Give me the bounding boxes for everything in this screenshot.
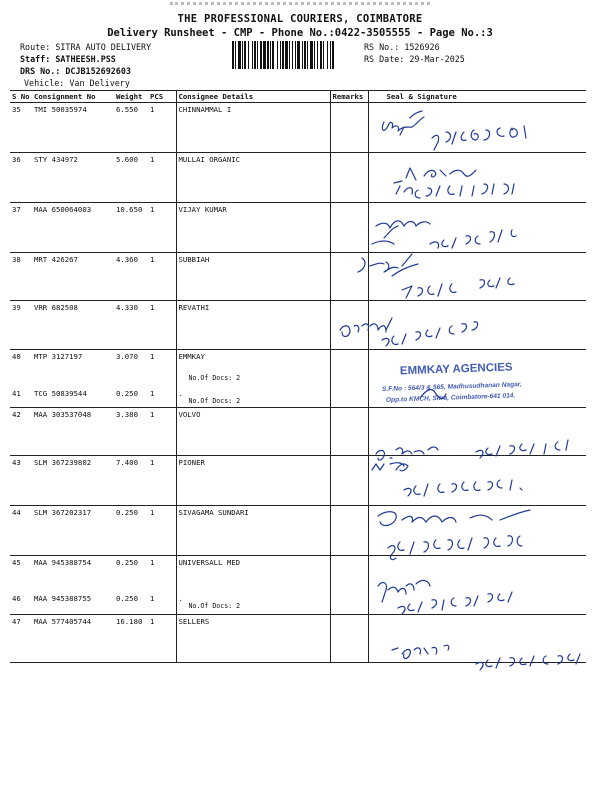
col-header-signature: Seal & Signature xyxy=(368,91,586,103)
consignee-name: EMMKAY xyxy=(178,352,205,361)
rs-date-line xyxy=(364,54,465,64)
drs-value: DCJB152692603 xyxy=(65,66,131,76)
runsheet-barcode xyxy=(232,41,357,69)
cell-pcs: 1 xyxy=(148,615,176,663)
cell-consignee: MULLAI ORGANIC xyxy=(176,153,330,203)
col-header-sno: S No xyxy=(10,91,32,103)
table-row xyxy=(10,253,586,301)
cell-weight: 3.070 xyxy=(116,352,138,361)
cell-sno: 47 xyxy=(10,615,32,663)
cell-sno: 46 xyxy=(10,592,32,615)
vehicle-label: Vehicle: xyxy=(24,78,65,88)
cell-weight: 10.650 xyxy=(114,203,148,253)
company-stamp xyxy=(380,358,555,408)
cell-signature xyxy=(368,456,586,506)
cell-sno: 42 xyxy=(10,408,32,456)
cell-consignment: MAA 945388755 xyxy=(32,592,114,615)
cell-pcs: 1 xyxy=(150,352,155,361)
cell-sno: 38 xyxy=(10,253,32,301)
table-row xyxy=(10,408,586,456)
cell-signature xyxy=(368,506,586,556)
table-row xyxy=(10,592,586,615)
stamp-name: EMMKAY AGENCIES xyxy=(399,361,513,378)
cell-remarks xyxy=(330,592,368,615)
cell-signature xyxy=(368,408,586,456)
cell-weight: 3.380 xyxy=(114,408,148,456)
consignee-name: . xyxy=(178,593,183,603)
table-row xyxy=(10,153,586,203)
cell-sno: 44 xyxy=(10,506,32,556)
route-line xyxy=(20,42,151,52)
consignee-name: . xyxy=(178,388,183,398)
cell-pcs: 1 xyxy=(148,203,176,253)
rs-number-label: RS No.: xyxy=(364,42,400,52)
cell-consignment: VRR 682508 xyxy=(32,301,114,350)
cell-consignee: SUBBIAH xyxy=(176,253,330,301)
cell-consignment: SLM 367239802 xyxy=(32,456,114,506)
cell-weight: 0.250 xyxy=(114,506,148,556)
table-row xyxy=(10,556,586,592)
cell-consignment: TCG 50839544 xyxy=(32,387,114,408)
company-name: THE PROFESSIONAL COURIERS, COIMBATORE xyxy=(177,13,423,25)
cell-sno: 45 xyxy=(12,558,21,567)
cell-sno: 36 xyxy=(10,153,32,203)
cell-sno: 39 xyxy=(10,301,32,350)
staff-line xyxy=(20,54,116,64)
cell-signature xyxy=(368,592,586,615)
cell-weight: 0.250 xyxy=(114,592,148,615)
cell-consignee: VOLVO xyxy=(176,408,330,456)
cell-remarks xyxy=(330,301,368,350)
cell-pcs: 1 xyxy=(148,253,176,301)
cell-sno: 43 xyxy=(10,456,32,506)
staff-value: SATHEESH.PSS xyxy=(55,54,116,64)
cell-remarks xyxy=(330,153,368,203)
table-row xyxy=(10,506,586,556)
cell-consignment: MTP 3127197 xyxy=(34,352,83,361)
cell-pcs: 1 xyxy=(148,153,176,203)
cell-remarks xyxy=(330,203,368,253)
rs-date-value: 29-Mar-2025 xyxy=(409,54,465,64)
cell-pcs: 1 xyxy=(148,408,176,456)
stamp-line-2: Opp.to KMCH, Sitra, Coimbatore-641 014. xyxy=(385,392,516,404)
cell-pcs: 1 xyxy=(148,387,176,408)
cell-sno: 37 xyxy=(10,203,32,253)
cell-pcs: 1 xyxy=(148,301,176,350)
cell-remarks xyxy=(330,456,368,506)
col-header-consignee: Consignee Details xyxy=(176,91,330,103)
table-row xyxy=(10,615,586,663)
cell-consignment: MAA 650064003 xyxy=(32,203,114,253)
cell-consignee: SELLERS xyxy=(176,615,330,663)
docs-count: No.Of Docs: 2 xyxy=(188,396,241,405)
cell-consignment: SLM 367202317 xyxy=(32,506,114,556)
cell-consignee xyxy=(176,350,330,387)
cell-consignment: MAA 303537048 xyxy=(32,408,114,456)
drs-label: DRS No.: xyxy=(20,66,61,76)
col-header-consignment: Consignment No xyxy=(32,91,114,103)
cell-remarks xyxy=(330,350,368,387)
cell-remarks xyxy=(330,103,368,153)
cell-remarks xyxy=(330,556,368,592)
rs-number-line xyxy=(364,42,440,52)
cell-consignee: REVATHI xyxy=(176,301,330,350)
cell-remarks xyxy=(330,387,368,408)
cell-consignment: MAA 945388754 xyxy=(34,558,92,567)
cell-pcs: 1 xyxy=(148,506,176,556)
col-header-weight: Weight xyxy=(114,91,148,103)
cell-signature xyxy=(368,103,586,153)
torn-top-edge xyxy=(170,2,430,9)
cell-consignee: CHINNAMMAL I xyxy=(176,103,330,153)
cell-remarks xyxy=(330,506,368,556)
cell-sno: 41 xyxy=(10,387,32,408)
cell-sno: 35 xyxy=(10,103,32,153)
cell-weight: 0.250 xyxy=(114,387,148,408)
cell-consignee xyxy=(176,387,330,408)
cell-remarks xyxy=(330,253,368,301)
table-row xyxy=(10,203,586,253)
cell-consignment: TMI 50035974 xyxy=(32,103,114,153)
cell-sno: 40 xyxy=(12,352,21,361)
cell-pcs: 1 xyxy=(150,558,155,567)
route-label: Route: xyxy=(20,42,51,52)
rs-date-label: RS Date: xyxy=(364,54,405,64)
cell-consignee xyxy=(176,592,330,615)
col-header-pcs: PCS xyxy=(148,91,176,103)
table-row xyxy=(10,301,586,350)
cell-consignee: PIONER xyxy=(176,456,330,506)
docs-count: No.Of Docs: 2 xyxy=(188,374,241,382)
route-value: SITRA AUTO DELIVERY xyxy=(55,42,152,52)
cell-consignee: VIJAY KUMAR xyxy=(176,203,330,253)
cell-signature xyxy=(368,203,586,253)
cell-weight: 4.330 xyxy=(114,301,148,350)
cell-pcs: 1 xyxy=(148,592,176,615)
cell-remarks xyxy=(330,615,368,663)
cell-signature xyxy=(368,556,586,592)
table-row xyxy=(10,103,586,153)
rs-number-value: 1526926 xyxy=(404,42,440,52)
cell-pcs: 1 xyxy=(148,456,176,506)
cell-weight: 4.360 xyxy=(114,253,148,301)
cell-consignment: MAA 577405744 xyxy=(32,615,114,663)
cell-consignee: SIVAGAMA SUNDARI xyxy=(176,506,330,556)
vehicle-value: Van Delivery xyxy=(69,78,130,88)
cell-weight: 0.250 xyxy=(116,558,138,567)
cell-consignment: STY 434972 xyxy=(32,153,114,203)
stamp-line-1: S.F.No : 564/3 & 565, Madhusudhanan Nagar, xyxy=(381,381,523,394)
col-header-remarks: Remarks xyxy=(330,91,368,103)
cell-remarks xyxy=(330,408,368,456)
cell-consignee: UNIVERSALL MED xyxy=(176,556,330,592)
cell-consignment: MRT 426267 xyxy=(32,253,114,301)
cell-signature xyxy=(368,253,586,301)
cell-pcs: 1 xyxy=(148,103,176,153)
cell-weight: 5.600 xyxy=(114,153,148,203)
staff-label: Staff: xyxy=(20,54,51,64)
table-header-row xyxy=(10,91,586,103)
docs-count: No.Of Docs: 2 xyxy=(188,601,241,610)
cell-weight: 7.400 xyxy=(114,456,148,506)
cell-signature xyxy=(368,301,586,350)
table-row xyxy=(10,456,586,506)
vehicle-line xyxy=(24,78,130,88)
drs-line xyxy=(20,66,131,76)
cell-signature xyxy=(368,615,586,663)
cell-weight: 6.550 xyxy=(114,103,148,153)
cell-weight: 16.180 xyxy=(114,615,148,663)
runsheet-subtitle: Delivery Runsheet - CMP - Phone No.:0422-3505555 - Page No.:3 xyxy=(107,27,493,39)
cell-signature xyxy=(368,153,586,203)
